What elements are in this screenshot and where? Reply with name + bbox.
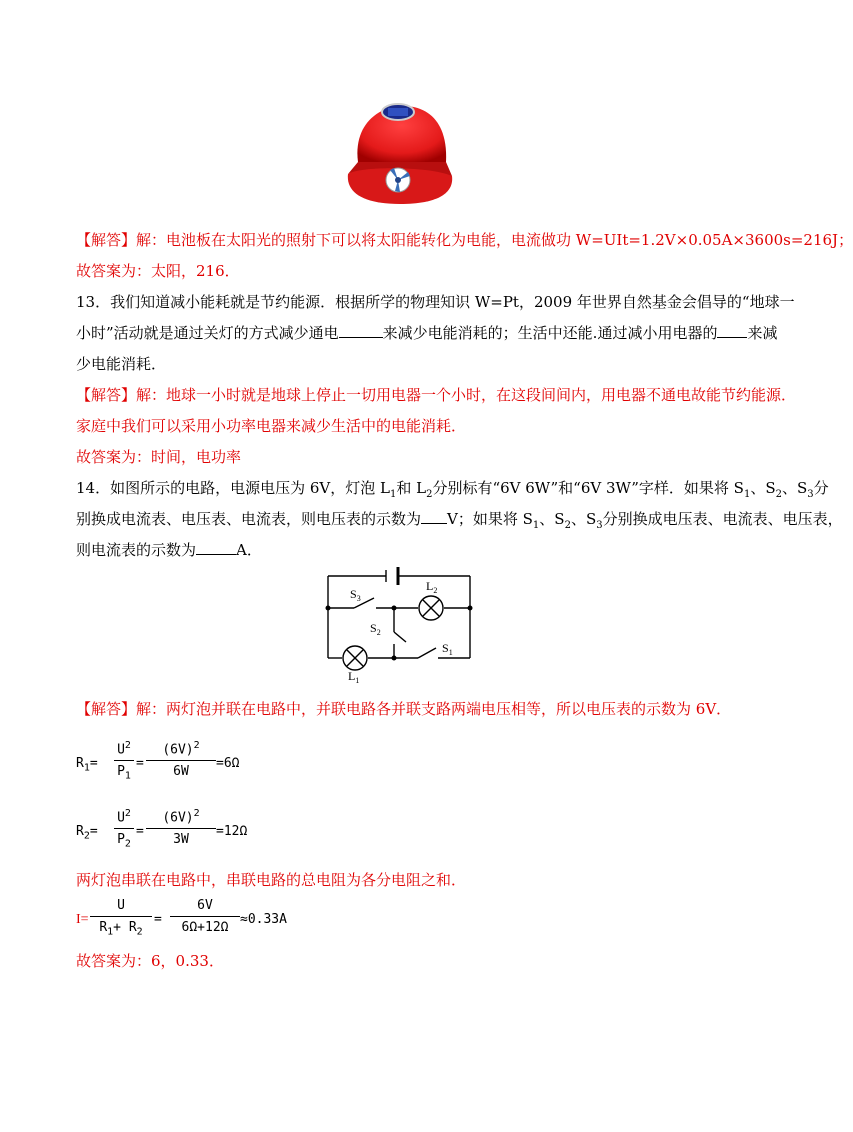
solution13-line1 [76, 385, 796, 405]
q14-l2c: 、S [539, 510, 565, 528]
formula-current [76, 898, 306, 942]
q14-l1f: 分 [813, 479, 829, 497]
eq: = [136, 824, 144, 839]
q14-l3b: A． [236, 541, 262, 559]
eq: = [154, 912, 162, 927]
label-s2: $S_2$ [370, 621, 381, 637]
r2-result: =12Ω [216, 824, 248, 839]
r1-num2: $(6V)^2$ [162, 740, 200, 758]
formula-r1 [76, 740, 276, 790]
label-l1: $L_1$ [348, 669, 360, 685]
q13-text-c: 来减 [747, 324, 778, 342]
circuit-svg [318, 562, 482, 685]
solution13-line2: 家庭中我们可以采用小功率电器来减少生活中的电能消耗． [76, 417, 467, 435]
i-den2: 6Ω+12Ω [181, 920, 229, 935]
question14-line1 [76, 478, 829, 505]
q14-l1b: 和 L [396, 479, 427, 497]
q13-text-a: 小时”活动就是通过关灯的方式减少通电 [76, 324, 339, 342]
answer-blank [717, 323, 747, 338]
question13-line2 [76, 323, 777, 343]
label-s1: $S_1$ [442, 641, 453, 657]
answer-blank [339, 323, 383, 338]
i-lhs: I= [76, 912, 89, 927]
r1-den: $P_1$ [117, 764, 131, 782]
answer-blank [196, 540, 236, 555]
r1-result: =6Ω [216, 756, 240, 771]
q14-l1d: 、S [750, 479, 776, 497]
q14-l3a: 则电流表的示数为 [76, 541, 197, 559]
sub: 2 [426, 489, 433, 500]
eq: = [136, 756, 144, 771]
solution14-series: 两灯泡串联在电路中，串联电路的总电阻为各分电阻之和． [76, 871, 467, 889]
label-s3: $S_3$ [350, 587, 361, 603]
r1-num: $U^2$ [117, 740, 131, 758]
r1-den2: 6W [173, 764, 189, 779]
cap-figure [340, 92, 458, 212]
q14-l1e: 、S [781, 479, 808, 497]
solution14-answer: 故答案为：6，0.33． [76, 952, 224, 970]
sub: 2 [564, 520, 571, 531]
q14-l1a: 14．如图所示的电路，电源电压为 6V，灯泡 L [76, 479, 390, 497]
solution-tag: 【解答】 [76, 231, 137, 249]
solution-tag: 【解答】 [76, 386, 137, 404]
q13-text-b: 来减少电能消耗的；生活中还能.通过减小用电器的 [382, 324, 718, 342]
q14-l1c: 分别标有“6V 6W”和“6V 3W”字样．如果将 S [432, 479, 744, 497]
q14-l2a: 别换成电流表、电压表、电流表，则电压表的示数为 [76, 510, 422, 528]
solution12-text: 解：电池板在太阳光的照射下可以将太阳能转化为电能，电流做功 W=UIt=1.2V×0.05A×3600s=216J； [136, 231, 853, 249]
formula-r2 [76, 808, 276, 858]
i-num2: 6V [197, 898, 213, 913]
solution-tag: 【解答】 [76, 700, 137, 718]
solution12-line1 [76, 230, 853, 250]
r1-lhs: $R_1=$ [76, 756, 98, 774]
cap-image [340, 92, 458, 212]
q14-l2e: 分别换成电压表、电流表、电压表， [602, 510, 843, 528]
label-l2: $L_2$ [426, 579, 438, 595]
solution14-line1 [76, 699, 731, 719]
q14-l2d: 、S [570, 510, 597, 528]
r2-den: $P_2$ [117, 832, 131, 850]
i-result: ≈0.33A [240, 912, 287, 927]
sub: 1 [743, 489, 751, 500]
sub: 1 [389, 489, 397, 500]
question14-line3 [76, 540, 262, 560]
sub: 2 [775, 489, 782, 500]
sub: 1 [532, 520, 540, 531]
i-den: $R_1+ R_2$ [99, 920, 143, 938]
sub: 3 [807, 489, 814, 500]
question14-line2 [76, 509, 843, 536]
sub: 3 [596, 520, 603, 531]
r2-num2: $(6V)^2$ [162, 808, 200, 826]
solution13-text: 解：地球一小时就是地球上停止一切用电器一个小时，在这段间间内，用电器不通电故能节约能源． [136, 386, 797, 404]
q14-l2b: V；如果将 S [447, 510, 533, 528]
r2-den2: 3W [173, 832, 189, 847]
r2-lhs: $R_2=$ [76, 824, 98, 842]
i-num: U [117, 898, 125, 913]
question13-line1: 13．我们知道减小能耗就是节约能源．根据所学的物理知识 W=Pt，2009 年世界自然基金会倡导的“地球一 [76, 293, 795, 311]
answer-blank [421, 509, 447, 524]
question13-line3: 少电能消耗． [76, 355, 167, 373]
r2-num: $U^2$ [117, 808, 131, 826]
solution13-answer: 故答案为：时间，电功率 [76, 448, 242, 466]
solution14-text: 解：两灯泡并联在电路中，并联电路各并联支路两端电压相等，所以电压表的示数为 6V． [136, 700, 732, 718]
solution12-answer: 故答案为：太阳，216． [76, 262, 240, 280]
circuit-diagram [318, 562, 482, 685]
